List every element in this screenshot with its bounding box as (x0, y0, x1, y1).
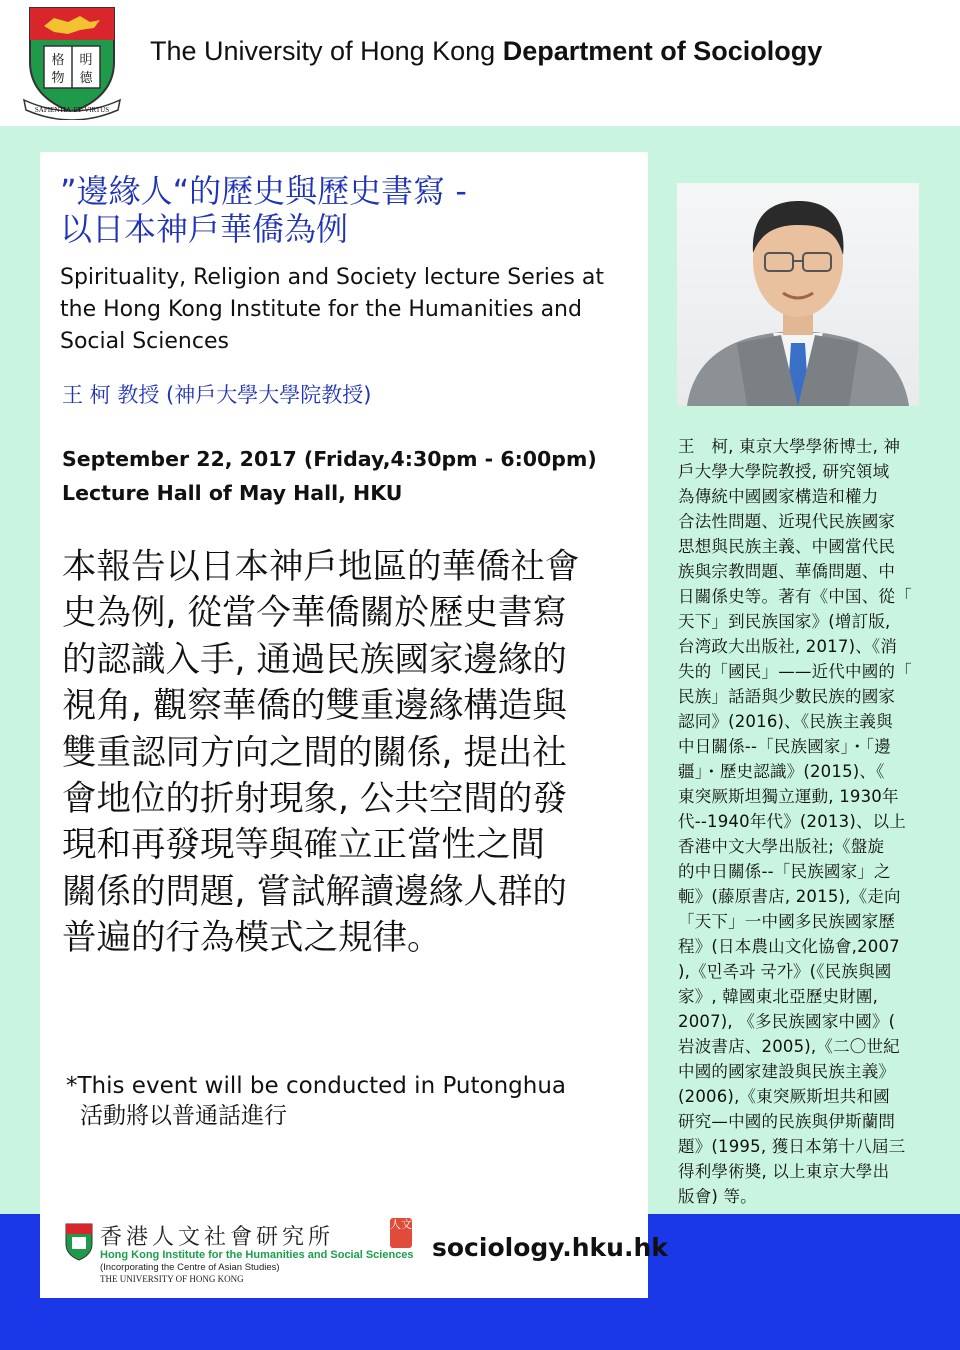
svg-text:格: 格 (51, 53, 65, 68)
title-line-1: ”邊緣人“的歷史與歷史書寫 - (60, 172, 467, 210)
hku-crest-icon (22, 4, 122, 120)
lecture-series (60, 262, 630, 358)
institute-university: THE UNIVERSITY OF HONG KONG (100, 1274, 244, 1284)
bio-line: 軛》(藤原書店, 2015),《走向 (678, 887, 901, 906)
bio-line: 題》(1995, 獲日本第十八屆三 (678, 1137, 906, 1156)
bio-line: 代--1940年代》(2013)、以上 (678, 812, 907, 831)
language-note-en: *This event will be conducted in Putonghua (66, 1073, 567, 1099)
svg-text:明: 明 (79, 53, 93, 68)
bio-line: 認同》(2016)、《民族主義與 (678, 712, 893, 731)
department-name: Department of Sociology (502, 36, 823, 66)
svg-text:德: 德 (79, 71, 93, 86)
abstract-line: 視角, 觀察華僑的雙重邊緣構造與 (62, 686, 567, 727)
header-title (150, 36, 822, 67)
bio-line: 失的「國民」——近代中國的「 (678, 662, 912, 681)
institute-name-cn: 香港人文社會研究所 (100, 1225, 335, 1250)
bio-line: 日關係史等。著有《中国、從「 (678, 587, 912, 606)
bio-line: 東突厥斯坦獨立運動, 1930年 (678, 787, 899, 806)
bio-line: 族與宗教問題、華僑問題、中 (678, 562, 896, 581)
bio-line: 程》(日本農山文化協會,2007 (678, 937, 900, 956)
bio-line: 民族」話語與少數民族的國家 (678, 687, 896, 706)
series-line-1: Spirituality, Religion and Society lecture Series at (60, 265, 604, 290)
institute-seal-icon: 人文 (390, 1218, 412, 1248)
bio-line: 岩波書店、2005),《二〇世紀 (678, 1037, 900, 1056)
bio-line: 中日關係--「民族國家」・「邊 (678, 737, 891, 756)
bio-line: 得利學術奬, 以上東京大學出 (678, 1162, 890, 1181)
bio-line: ),《민족과 국가》(《民族與國 (678, 962, 892, 981)
page-header (0, 0, 960, 126)
bio-line: 天下」到民族国家》(增訂版, (678, 612, 891, 631)
bio-line: 的中日關係--「民族國家」之 (678, 862, 891, 881)
speaker-bio (678, 434, 943, 1209)
bio-line: 戶大學大學院教授, 研究領域 (678, 462, 890, 481)
event-venue: Lecture Hall of May Hall, HKU (62, 481, 403, 505)
bio-line: 台湾政大出版社, 2017)、《消 (678, 637, 898, 656)
bio-line: 版會) 等。 (678, 1187, 757, 1206)
bio-line: 思想與民族主義、中國當代民 (678, 537, 896, 556)
title-line-2: 以日本神戶華僑為例 (60, 210, 349, 248)
series-line-3: Social Sciences (60, 329, 229, 354)
language-note-cn: 活動將以普通話進行 (80, 1103, 287, 1129)
bio-line: 王 柯, 東京大學學術博士, 神 (678, 437, 901, 456)
abstract (62, 544, 630, 962)
bio-line: 「天下」一中國多民族國家歷 (678, 912, 896, 931)
speaker-photo (677, 183, 919, 406)
event-title (60, 172, 620, 248)
bio-line: 疆」・歷史認識》(2015)、《 (678, 762, 885, 781)
abstract-line: 雙重認同方向之間的關係, 提出社 (62, 732, 567, 773)
speaker-portrait-icon (677, 183, 919, 406)
abstract-line: 現和再發現等與確立正當性之間 (62, 825, 545, 866)
institute-subtitle: (Incorporating the Centre of Asian Studies) (100, 1262, 280, 1273)
bio-line: 為傳統中國國家構造和權力 (678, 487, 879, 506)
event-date: September 22, 2017 (Friday,4:30pm - 6:00pm) (62, 447, 597, 471)
abstract-line: 會地位的折射現象, 公共空間的發 (62, 779, 567, 820)
bio-line: 中國的國家建設與民族主義》 (678, 1062, 896, 1081)
website-link[interactable]: sociology.hku.hk (432, 1233, 668, 1262)
svg-text:SAPIENTIA·ET·VIRTUS: SAPIENTIA·ET·VIRTUS (34, 106, 110, 114)
bio-line: 合法性問題、近現代民族國家 (678, 512, 896, 531)
abstract-line: 普遍的行為模式之規律。 (62, 918, 442, 959)
bio-line: 香港中文大學出版社;《盤旋 (678, 837, 885, 856)
speaker-name: 王 柯 教授 (神戶大學大學院教授) (62, 383, 372, 407)
university-name: The University of Hong Kong (150, 36, 496, 66)
abstract-line: 關係的問題, 嘗試解讀邊緣人群的 (62, 871, 567, 912)
bio-line: 研究—中國的民族與伊斯蘭問 (678, 1112, 896, 1131)
bio-line: 2007), 《多民族國家中國》( (678, 1012, 896, 1031)
abstract-line: 史為例, 從當今華僑關於歷史書寫 (62, 593, 567, 634)
abstract-line: 的認識入手, 通過民族國家邊緣的 (62, 639, 567, 680)
abstract-line: 本報告以日本神戶地區的華僑社會 (62, 547, 580, 587)
bio-line: (2006),《東突厥斯坦共和國 (678, 1087, 890, 1106)
bio-line: 家》, 韓國東北亞歷史財團, (678, 987, 879, 1006)
svg-text:物: 物 (51, 71, 65, 86)
series-line-2: the Hong Kong Institute for the Humanities and (60, 297, 582, 322)
hku-shield-icon (64, 1222, 94, 1262)
institute-name-en: Hong Kong Institute for the Humanities and Social Sciences (100, 1249, 414, 1261)
